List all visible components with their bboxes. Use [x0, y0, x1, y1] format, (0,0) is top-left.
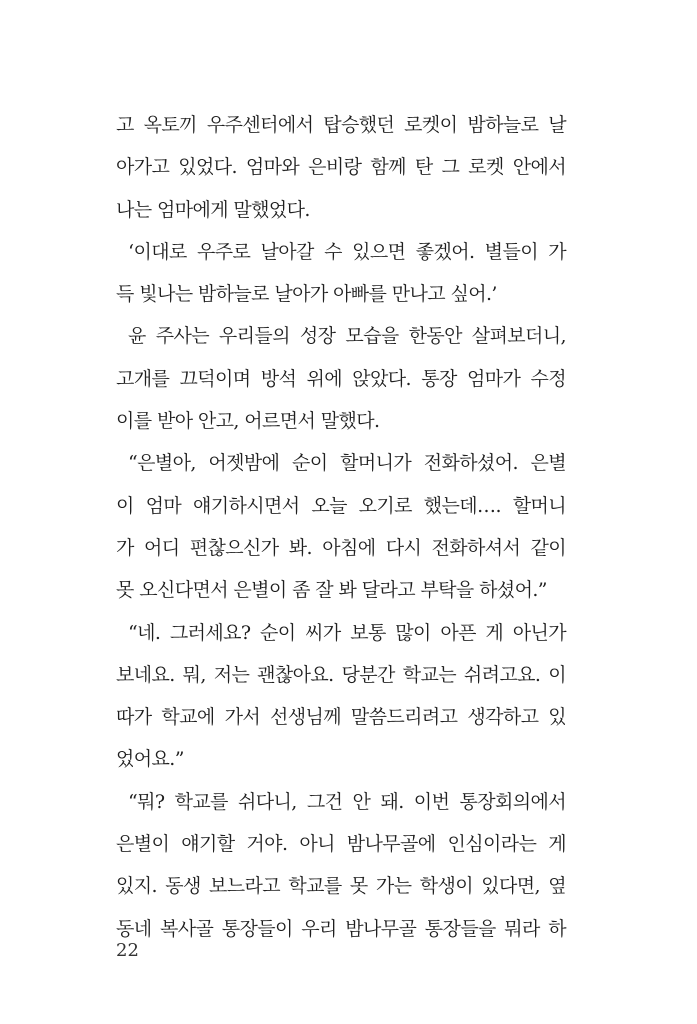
text-line: 은별이 얘기할 거야. 아니 밤나무골에 인심이라는 게 [116, 833, 566, 856]
text-line: 윤 주사는 우리들의 성장 모습을 한동안 살펴보더니, [128, 325, 566, 348]
text-line: “은별아, 어젯밤에 순이 할머니가 전화하셨어. 은별 [128, 452, 566, 475]
text-line: 고개를 끄덕이며 방석 위에 앉았다. 통장 엄마가 수정 [116, 367, 566, 390]
text-line: 득 빛나는 밤하늘로 날아가 아빠를 만나고 싶어.’ [116, 283, 497, 306]
text-line: “네. 그러세요? 순이 씨가 보통 많이 아픈 게 아닌가 [128, 621, 566, 644]
page-number: 22 [116, 940, 139, 961]
text-line: 이를 받아 안고, 어르면서 말했다. [116, 410, 380, 433]
text-line: 었어요.” [116, 748, 184, 771]
text-line: 나는 엄마에게 말했었다. [116, 198, 310, 221]
body-text [116, 104, 566, 950]
text-line: “뭐? 학교를 쉬다니, 그건 안 돼. 이번 통장회의에서 [128, 790, 566, 813]
text-line: 못 오신다면서 은별이 좀 잘 봐 달라고 부탁을 하셨어.” [116, 579, 547, 602]
text-line: 고 옥토끼 우주센터에서 탑승했던 로켓이 밤하늘로 날 [116, 114, 566, 136]
text-line: 가 어디 편찮으신가 봐. 아침에 다시 전화하셔서 같이 [116, 536, 566, 559]
text-line: ‘이대로 우주로 날아갈 수 있으면 좋겠어. 별들이 가 [128, 240, 566, 263]
text-line: 있지. 동생 보느라고 학교를 못 가는 학생이 있다면, 옆 [116, 875, 566, 898]
text-line: 보네요. 뭐, 저는 괜찮아요. 당분간 학교는 쉬려고요. 이 [116, 663, 566, 686]
text-line: 이 엄마 얘기하시면서 오늘 오기로 했는데…. 할머니 [116, 494, 566, 517]
text-line: 따가 학교에 가서 선생님께 말씀드리려고 생각하고 있 [116, 706, 566, 729]
text-line: 동네 복사골 통장들이 우리 밤나무골 통장들을 뭐라 하 [116, 917, 566, 940]
text-line: 아가고 있었다. 엄마와 은비랑 함께 탄 그 로켓 안에서 [116, 156, 566, 179]
